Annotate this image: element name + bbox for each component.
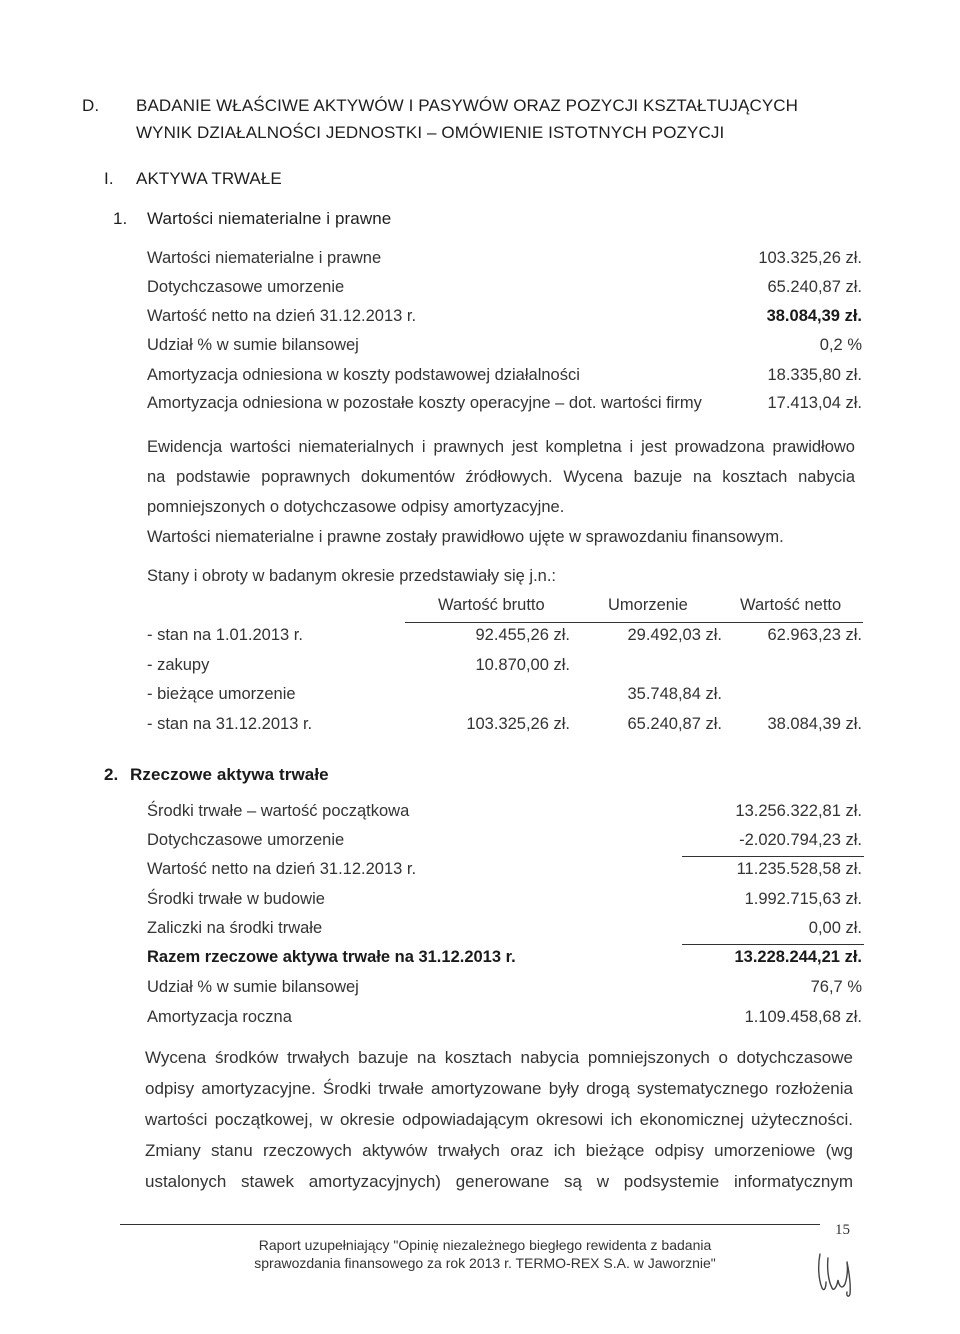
table-cell-umorzenie: 65.240,87 zł. — [627, 715, 722, 733]
item1-row — [147, 336, 862, 358]
item2-row — [147, 860, 862, 882]
table-row-label: - stan na 1.01.2013 r. — [147, 626, 303, 644]
table-header-netto: Wartość netto — [740, 596, 842, 614]
row-label: Wartość netto na dzień 31.12.2013 r. — [147, 307, 417, 325]
item1-paragraph — [147, 432, 855, 552]
item1-title: Wartości niematerialne i prawne — [147, 209, 392, 228]
item2-row — [147, 831, 862, 853]
item1-row — [147, 394, 862, 416]
row-value: 0,00 zł. — [808, 919, 862, 937]
table-header-brutto: Wartość brutto — [438, 596, 545, 614]
total-rule — [682, 944, 864, 945]
section-title-line2: WYNIK DZIAŁALNOŚCI JEDNOSTKI – OMÓWIENIE ISTOTNYCH POZYCJI — [136, 123, 725, 142]
paragraph-line: na podstawie poprawnych dokumentów źródłowych. Wycena bazuje na kosztach nabycia — [147, 468, 855, 486]
table-header-rule — [405, 622, 863, 623]
paragraph-line: wartości początkowej, w okresie odpowiadającym okresowi ich ekonomicznej użyteczności. — [145, 1110, 853, 1129]
row-value: 13.256.322,81 zł. — [735, 802, 862, 820]
table-cell-umorzenie: 35.748,84 zł. — [627, 685, 722, 703]
item2-total-row — [147, 948, 862, 970]
row-value: 13.228.244,21 zł. — [734, 948, 862, 966]
table-row-label: - zakupy — [147, 656, 210, 674]
row-label: Amortyzacja roczna — [147, 1008, 292, 1026]
footer-line: Raport uzupełniający "Opinię niezależnego biegłego rewidenta z badania — [258, 1237, 712, 1253]
item2-title: Rzeczowe aktywa trwałe — [130, 765, 329, 784]
row-value: 76,7 % — [810, 978, 862, 996]
footer-line: sprawozdania finansowego za rok 2013 r. TERMO-REX S.A. w Jaworznie" — [254, 1255, 716, 1271]
item1-row — [147, 249, 862, 271]
item2-paragraph — [145, 1042, 853, 1197]
paragraph-line: Ewidencja wartości niematerialnych i prawnych jest kompletna i jest prowadzona prawidłowo — [147, 438, 855, 456]
item2-row — [147, 978, 862, 1000]
table-cell-brutto: 92.455,26 zł. — [475, 626, 570, 644]
row-value: 0,2 % — [819, 336, 862, 354]
item2-row — [147, 802, 862, 824]
subsection-number: I. — [104, 169, 114, 188]
item2-number: 2. — [104, 765, 119, 784]
table-row-label: - stan na 31.12.2013 r. — [147, 715, 313, 733]
row-label: Dotychczasowe umorzenie — [147, 831, 345, 849]
row-label: Wartość netto na dzień 31.12.2013 r. — [147, 860, 417, 878]
row-label: Środki trwałe – wartość początkowa — [147, 802, 410, 820]
table-cell-netto: 38.084,39 zł. — [767, 715, 862, 733]
paragraph-line: Zmiany stanu rzeczowych aktywów trwałych oraz ich bieżące odpisy umorzeniowe (wg — [145, 1141, 853, 1160]
subsection-title: AKTYWA TRWAŁE — [136, 169, 282, 188]
row-label: Wartości niematerialne i prawne — [147, 249, 382, 267]
row-label: Amortyzacja odniesiona w pozostałe koszty operacyjne – dot. wartości firmy — [147, 394, 702, 412]
table-cell-umorzenie: 29.492,03 zł. — [627, 626, 722, 644]
row-value: 11.235.528,58 zł. — [736, 860, 862, 878]
initials-signature — [812, 1248, 862, 1300]
row-label: Dotychczasowe umorzenie — [147, 278, 345, 296]
item1-row — [147, 278, 862, 300]
row-value: 1.109.458,68 zł. — [744, 1008, 862, 1026]
item2-row — [147, 1008, 862, 1030]
row-label: Razem rzeczowe aktywa trwałe na 31.12.2013 r. — [147, 948, 516, 966]
item1-row — [147, 366, 862, 388]
item1-row — [147, 307, 862, 329]
footer-rule — [120, 1224, 820, 1225]
table-row-label: - bieżące umorzenie — [147, 685, 296, 703]
table-cell-brutto: 10.870,00 zł. — [475, 656, 570, 674]
page-number: 15 — [835, 1222, 850, 1238]
table-cell-brutto: 103.325,26 zł. — [466, 715, 570, 733]
row-label: Udział % w sumie bilansowej — [147, 978, 359, 996]
paragraph-line: Wycena środków trwałych bazuje na kosztach nabycia pomniejszonych o dotychczasowe — [145, 1048, 853, 1067]
item1-number: 1. — [113, 209, 128, 228]
table-intro: Stany i obroty w badanym okresie przedstawiały się j.n.: — [147, 567, 557, 585]
row-label: Środki trwałe w budowie — [147, 890, 325, 908]
row-label: Zaliczki na środki trwałe — [147, 919, 323, 937]
item2-row — [147, 919, 862, 941]
row-label: Amortyzacja odniesiona w koszty podstawowej działalności — [147, 366, 580, 384]
table-cell-netto: 62.963,23 zł. — [767, 626, 862, 644]
row-label: Udział % w sumie bilansowej — [147, 336, 359, 354]
footer-text — [230, 1236, 740, 1272]
row-value: 18.335,80 zł. — [767, 366, 862, 384]
row-value: 1.992.715,63 zł. — [744, 890, 862, 908]
paragraph-line: ustalonych stawek amortyzacyjnych) generowane są w podsystemie informatycznym — [145, 1172, 853, 1191]
paragraph-line: odpisy amortyzacyjne. Środki trwałe amortyzowane były drogą systematycznego rozłożenia — [145, 1079, 853, 1098]
row-value: 38.084,39 zł. — [766, 307, 862, 325]
table-header-umorzenie: Umorzenie — [608, 596, 688, 614]
paragraph-line: Wartości niematerialne i prawne zostały prawidłowo ujęte w sprawozdaniu finansowym. — [147, 528, 784, 546]
row-value: 17.413,04 zł. — [767, 394, 862, 412]
row-value: 103.325,26 zł. — [758, 249, 862, 267]
paragraph-line: pomniejszonych o dotychczasowe odpisy amortyzacyjne. — [147, 498, 565, 516]
row-value: 65.240,87 zł. — [767, 278, 862, 296]
row-value: -2.020.794,23 zł. — [739, 831, 862, 849]
subtotal-rule — [682, 856, 864, 857]
section-title-line1: BADANIE WŁAŚCIWE AKTYWÓW I PASYWÓW ORAZ POZYCJI KSZTAŁTUJĄCYCH — [136, 96, 799, 115]
item2-row — [147, 890, 862, 912]
section-letter: D. — [82, 96, 100, 115]
